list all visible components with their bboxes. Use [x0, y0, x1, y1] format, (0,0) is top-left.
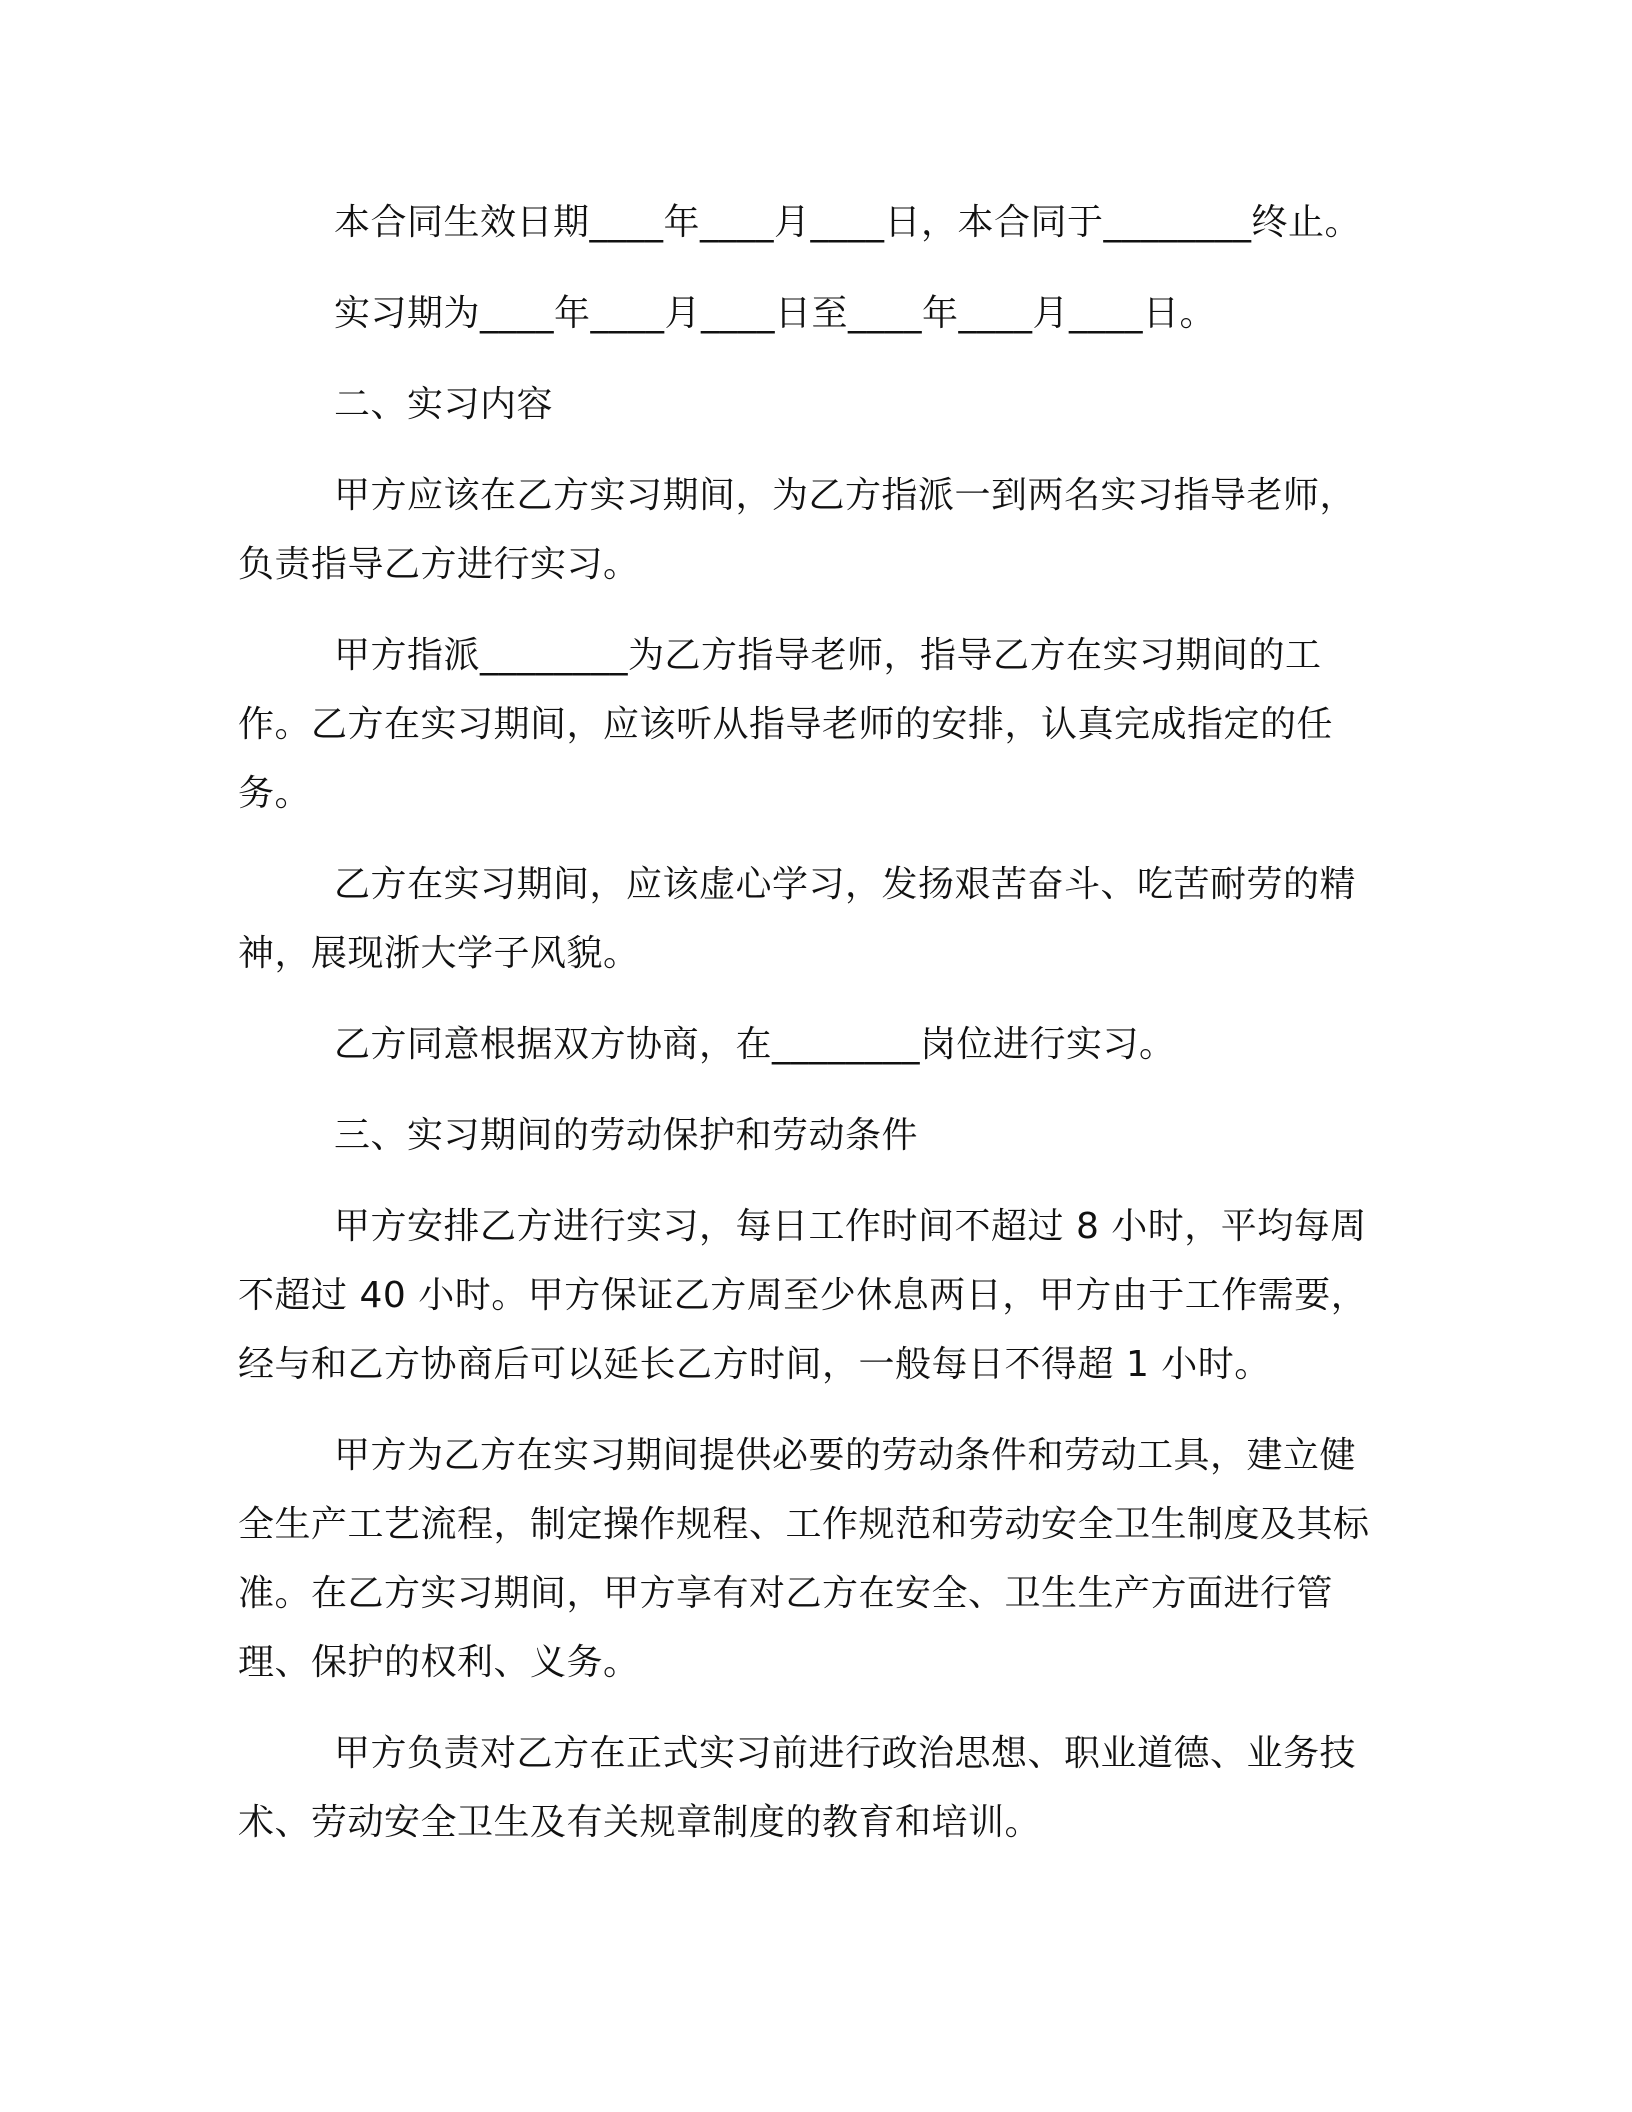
section-heading-3: 三、实习期间的劳动保护和劳动条件 — [334, 1115, 919, 1156]
paragraph-position: 乙方同意根据双方协商，在________岗位进行实习。 — [334, 1024, 1176, 1065]
paragraph-mentor-name: 甲方指派________为乙方指导老师，指导乙方在实习期间的工作。乙方在实习期间，应该听从指导老师的安排，认真完成指定的任务。 — [238, 635, 1334, 814]
paragraph-attitude: 乙方在实习期间，应该虚心学习，发扬艰苦奋斗、吃苦耐劳的精神，展现浙大学子风貌。 — [238, 864, 1357, 974]
paragraph-work-conditions: 甲方为乙方在实习期间提供必要的劳动条件和劳动工具，建立健全生产工艺流程，制定操作规程、工作规范和劳动安全卫生制度及其标准。在乙方实习期间，甲方享有对乙方在安全、卫生生产方面进行管理、保护的权利、义务。 — [238, 1435, 1370, 1683]
paragraph-internship-period: 实习期为____年____月____日至____年____月____日。 — [334, 293, 1217, 334]
paragraph-work-hours: 甲方安排乙方进行实习，每日工作时间不超过 8 小时，平均每周不超过 40 小时。甲方保证乙方周至少休息两日，甲方由于工作需要，经与和乙方协商后可以延长乙方时间，一般每日不得超 1 小时。 — [238, 1206, 1368, 1385]
paragraph-training: 甲方负责对乙方在正式实习前进行政治思想、职业道德、业务技术、劳动安全卫生及有关规章制度的教育和培训。 — [238, 1733, 1357, 1843]
paragraph-mentor-assign: 甲方应该在乙方实习期间，为乙方指派一到两名实习指导老师，负责指导乙方进行实习。 — [238, 475, 1357, 585]
paragraph-effective-date: 本合同生效日期____年____月____日，本合同于________终止。 — [334, 202, 1362, 243]
section-heading-2: 二、实习内容 — [334, 384, 554, 425]
document-body — [238, 188, 1388, 1879]
